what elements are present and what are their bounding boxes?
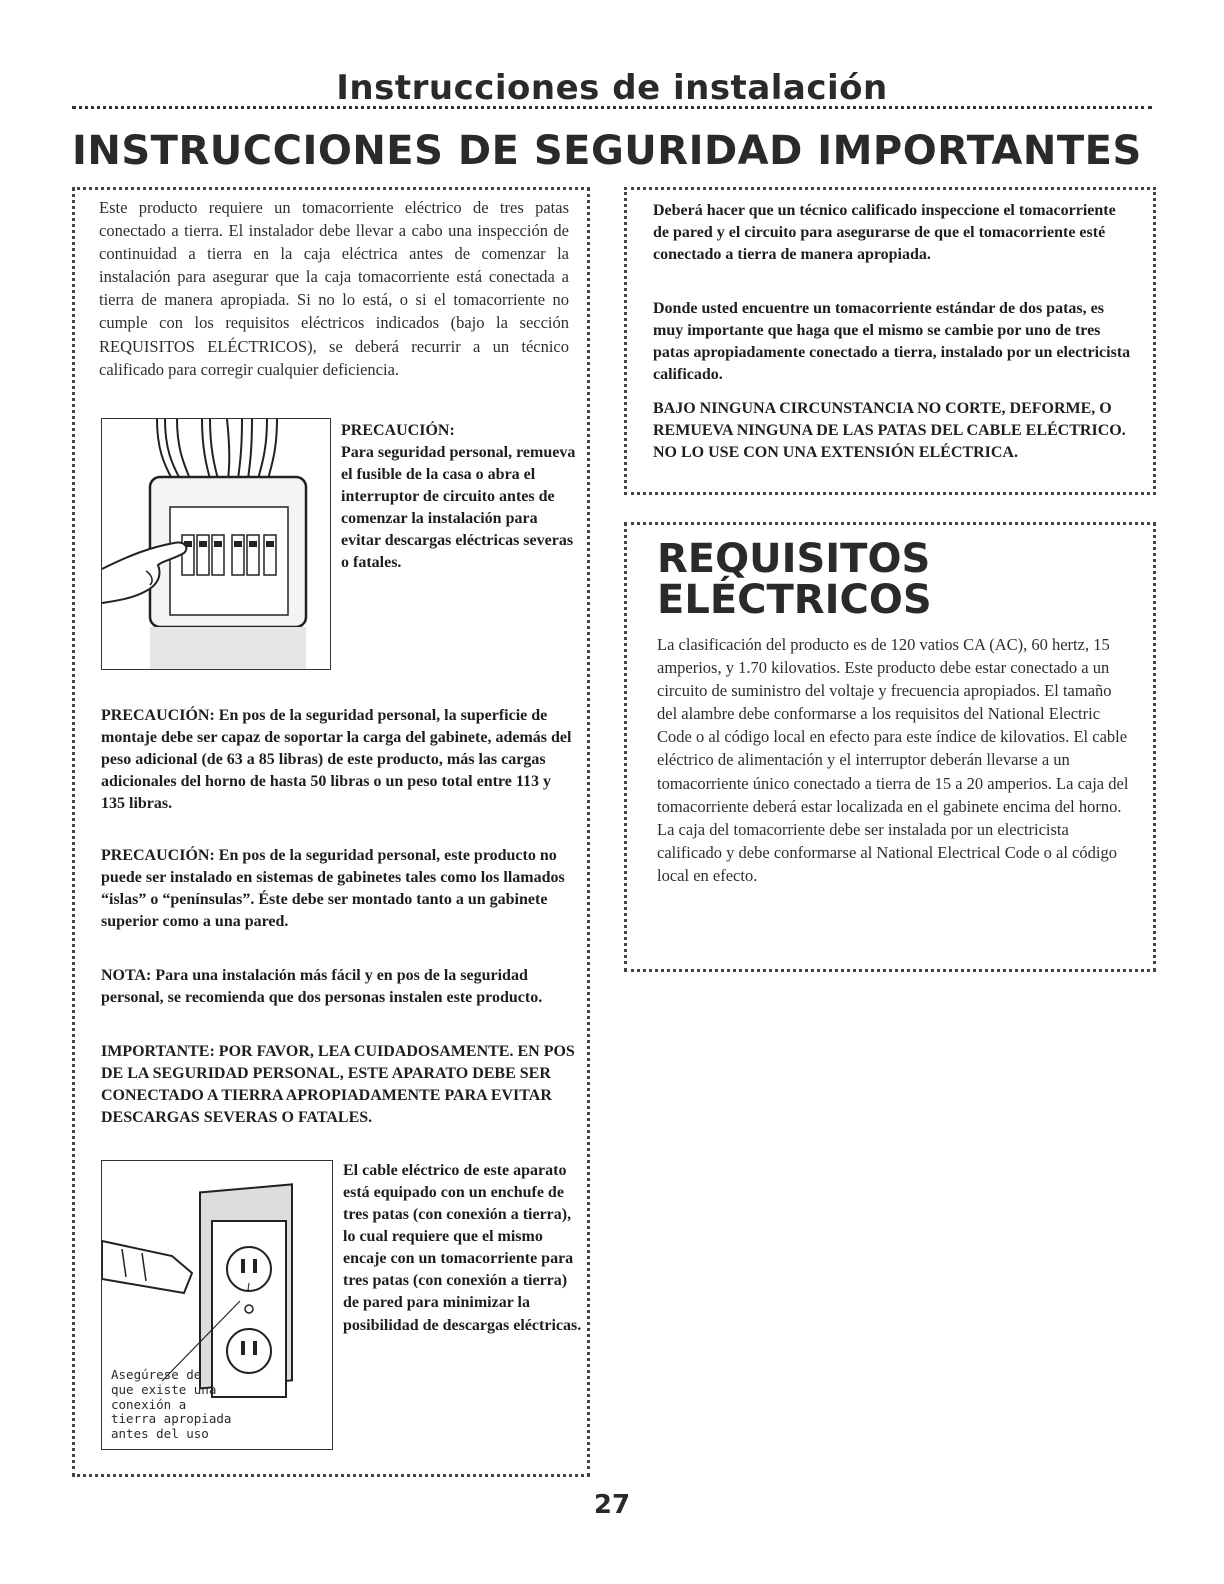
outlet-caption-line: que existe una xyxy=(111,1381,217,1397)
right-safety-box xyxy=(624,187,1156,495)
outlet-caption-line: antes del uso xyxy=(111,1426,209,1441)
caution-island-paragraph: PRECAUCIÓN: En pos de la seguridad personal, este producto no puede ser instalado en sistemas de gabinetes tales como los llamados “islas” o “penínsulas”. Éste debe ser montado tanto a un gabinete superior como a una pared. xyxy=(101,847,565,931)
two-prong-replacement-paragraph: Donde usted encuentre un tomacorriente estándar de dos patas, es muy importante que haga que el mismo se cambie por uno de tres patas apropiadamente conectado a tierra, instalado por un electricista calificado. xyxy=(653,300,1131,384)
electrical-requirements-box xyxy=(624,522,1156,972)
plug-description-paragraph: El cable eléctrico de este aparato está equipado con un enchufe de tres patas (con conexión a tierra), lo cual requiere que el mismo encaje con un tomacorriente para tres patas (con conexión a tierra) de pared para minimizar la posibilidad de descargas eléctricas. xyxy=(343,1162,582,1334)
caution-heading: PRECAUCIÓN: xyxy=(341,422,455,439)
left-safety-box xyxy=(72,187,590,1477)
page-header-title: Instrucciones de instalación xyxy=(336,68,888,108)
outlet-caption-line: tierra apropiada xyxy=(111,1411,232,1427)
breaker-panel-icon xyxy=(102,419,331,670)
section-title: INSTRUCCIONES DE SEGURIDAD IMPORTANTES xyxy=(72,128,1142,174)
requirements-title-line2: ELÉCTRICOS xyxy=(657,577,932,624)
requirements-title xyxy=(657,536,1137,624)
breaker-panel-illustration xyxy=(101,418,331,670)
note-paragraph: NOTA: Para una instalación más fácil y en pos de la seguridad personal, se recomienda que dos personas instalen este producto. xyxy=(101,967,543,1007)
important-paragraph: IMPORTANTE: POR FAVOR, LEA CUIDADOSAMENTE. EN POS DE LA SEGURIDAD PERSONAL, ESTE APARATO DEBE SER CONECTADO A TIERRA APROPIADAMENTE PARA EVITAR DESCARGAS SEVERAS O FATALES. xyxy=(101,1043,575,1127)
technician-inspection-paragraph: Deberá hacer que un técnico calificado inspeccione el tomacorriente de pared y el circuito para asegurarse de que el tomacorriente esté conectado a tierra de manera apropiada. xyxy=(653,202,1116,264)
caution-breaker-text: Para seguridad personal, remueva el fusible de la casa o abra el interruptor de circuito antes de comenzar la instalación para evitar descargas eléctricas severas o fatales. xyxy=(341,444,576,572)
requirements-body: La clasificación del producto es de 120 vatios CA (AC), 60 hertz, 15 amperios, y 1.70 kilovatios. Este producto debe estar conectado a un circuito de suministro del voltaje y frecuencia apropiados. El tamaño del alambre debe conformarse a los requisitos del National Electric Code o al código local en efecto para este índice de kilovatios. El cable eléctrico de alimentación y el interruptor deberán llevarse a un tomacorriente único conectado a tierra de 15 a 20 amperios. La caja del tomacorriente deberá estar localizada en el gabinete encima del horno. La caja del tomacorriente debe ser instalada por un electricista calificado y debe conformarse al National Electrical Code o al código local en efecto. xyxy=(657,635,1129,885)
caution-weight-paragraph: PRECAUCIÓN: En pos de la seguridad personal, la superficie de montaje debe ser capaz de soportar la carga del gabinete, además del peso adicional (de 63 a 85 libras) de este producto, más las cargas adicionales del horno de hasta 50 libras o un peso total entre 113 y 135 libras. xyxy=(101,707,572,813)
outlet-caption-line: Asegúrese de xyxy=(111,1367,202,1382)
intro-paragraph: Este producto requiere un tomacorriente eléctrico de tres patas conectado a tierra. El instalador debe llevar a cabo una inspección de continuidad a tierra en la caja eléctrica antes de comenzar la instalación para asegurar que la caja tomacorriente está conectada a tierra de manera apropiada. Si no lo está, o si el tomacorriente no cumple con los requisitos eléctricos indicados (bajo la sección REQUISITOS ELÉCTRICOS), se deberá recurrir a un técnico calificado para corregir cualquier deficiencia. xyxy=(99,198,569,379)
page-number: 27 xyxy=(593,1490,631,1520)
requirements-title-line1: REQUISITOS xyxy=(657,536,931,582)
outlet-caption xyxy=(111,1368,241,1442)
header-divider xyxy=(72,106,1152,109)
outlet-caption-line: conexión a xyxy=(111,1396,187,1412)
do-not-cut-warning: BAJO NINGUNA CIRCUNSTANCIA NO CORTE, DEFORME, O REMUEVA NINGUNA DE LAS PATAS DEL CABLE ELÉCTRICO. NO LO USE CON UNA EXTENSIÓN ELÉCTRICA. xyxy=(653,400,1126,462)
